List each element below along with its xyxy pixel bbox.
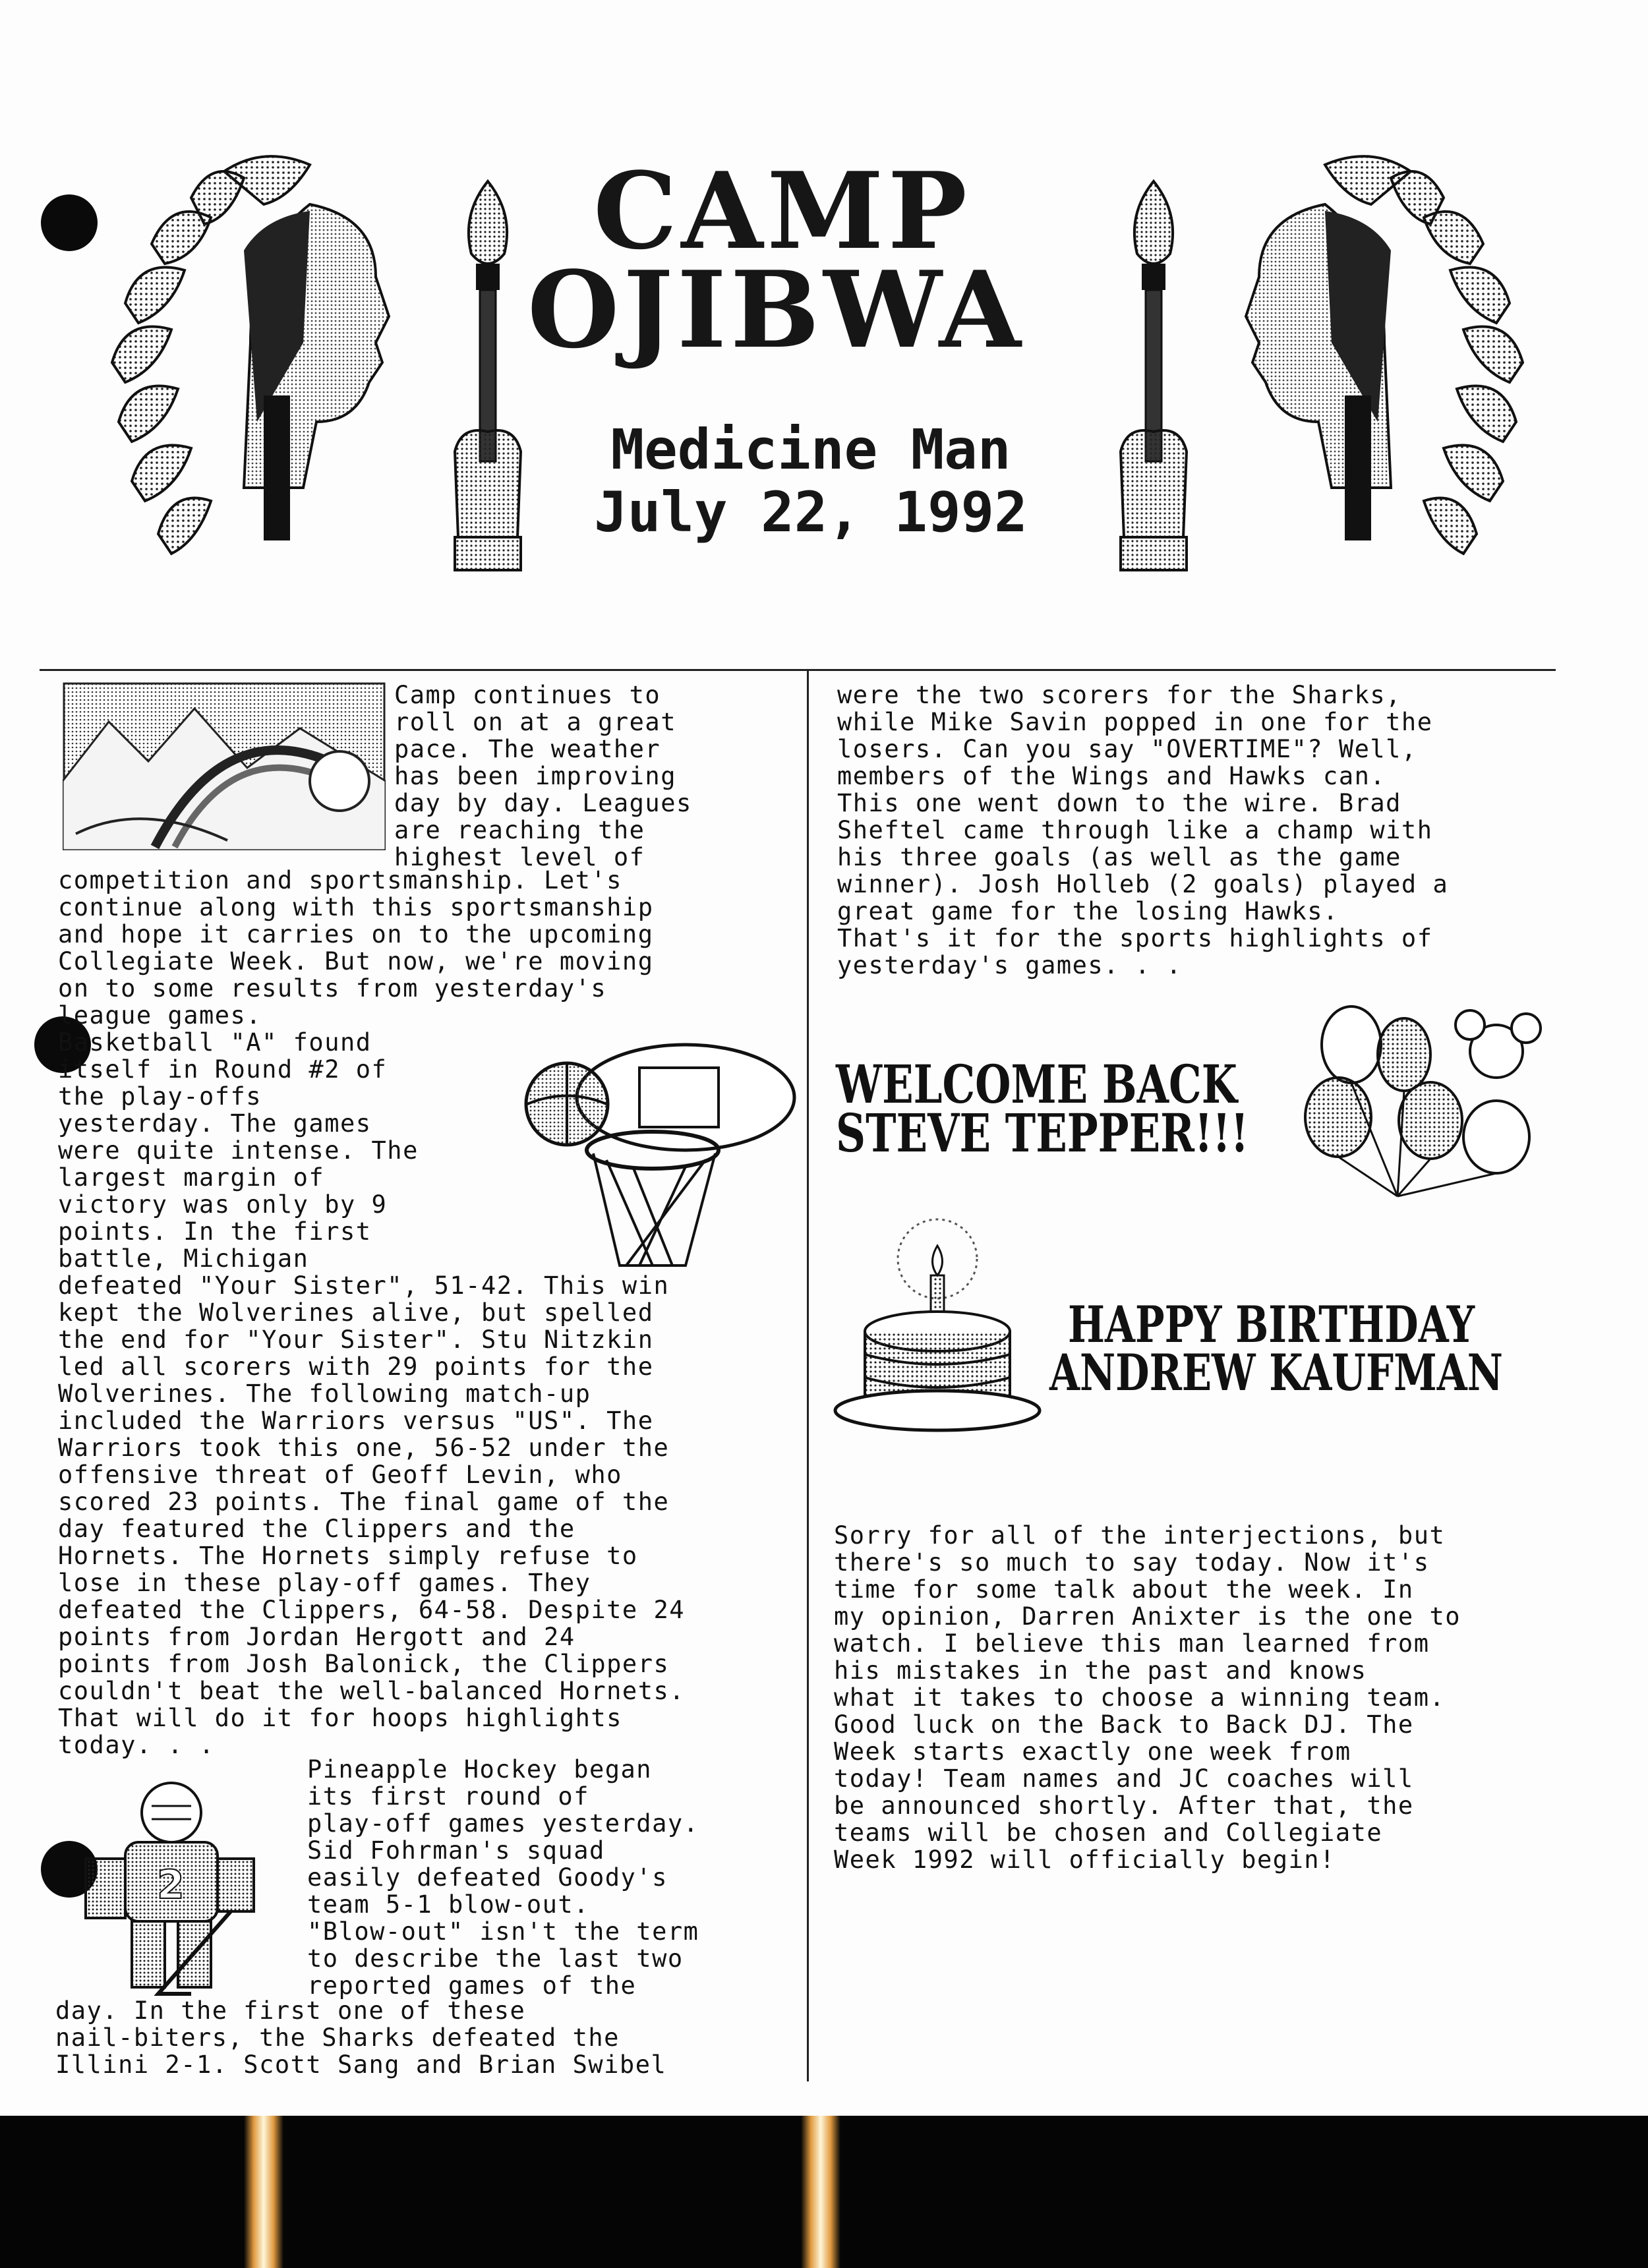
landscape-icon <box>63 682 386 850</box>
left-text-block-2: competition and sportsmanship. Let's continue along with this sportsmanship and hope it carries on to the upcoming Collegiate Week. But now, we're moving on to some results from yesterday's league games. <box>58 866 654 1030</box>
hockey-goalie-icon <box>79 1773 264 1997</box>
scan-light-streak <box>244 2116 283 2268</box>
right-text-block-1: were the two scorers for the Sharks, while Mike Savin popped in one for the losers. Can you say "OVERTIME"? Well, members of the Wings and Hawks can. This one went down to the wire. Brad Sheftel came through like a champ with his three goals (as well as the game winner). Josh Holleb (2 goals) played a great game for the losing Hawks. That's it for the sports highlights of yesterday's games. . . <box>837 681 1449 979</box>
masthead-subtitle: Medicine Man <box>610 417 1011 482</box>
masthead-title-line1: CAMP <box>593 149 971 273</box>
left-text-block-1: Camp continues to roll on at a great pace. The weather has been improving day by day. Leagues are reaching the highest level of <box>394 681 692 871</box>
chief-headdress-icon <box>92 145 448 580</box>
masthead-date: July 22, 1992 <box>594 480 1028 544</box>
birthday-cake-icon <box>832 1213 1043 1450</box>
binder-hole-top <box>41 194 98 251</box>
scan-light-streak <box>801 2116 840 2268</box>
svg-text:2: 2 <box>157 1862 185 1908</box>
torch-icon <box>442 175 534 577</box>
masthead-divider <box>40 669 1556 671</box>
welcome-back-line2: STEVE TEPPER!!! <box>836 1102 1249 1164</box>
left-text-block-6: day. In the first one of these nail-biters, the Sharks defeated the Illini 2-1. Scott Sang and Brian Swibel <box>55 1996 667 2079</box>
left-text-block-5: Pineapple Hockey began its first round of play-off games yesterday. Sid Fohrman's squad easily defeated Goody's team 5-1 blow-out. "Blow-out" isn't the term to describe the last two reported games of the <box>307 1755 699 2000</box>
basketball-hoop-icon <box>521 1041 798 1279</box>
column-divider <box>807 671 809 2081</box>
left-text-block-4: defeated "Your Sister", 51-42. This win kept the Wolverines alive, but spelled the end for "Your Sister". Stu Nitzkin led all scorers with 29 points for the Wolverines. The following match-up included the Warriors versus "US". The Warriors took this one, 56-52 under the offensive threat of Geoff Levin, who scored 23 points. The final game of the day featured the Clippers and the Hornets. The Hornets simply refuse to lose in these play-off games. They defeated the Clippers, 64-58. Despite 24 points from Jordan Hergott and 24 points from Josh Balonick, the Clippers couldn't beat the well-balanced Hornets. That will do it for hoops highlights today. . . <box>58 1271 686 1759</box>
torch-icon <box>1107 175 1200 577</box>
left-text-block-3: Basketball "A" found itself in Round #2 of the play-offs yesterday. The games were quite intense. The largest margin of victory was only by 9 points. In the first battle, Michigan <box>58 1028 419 1273</box>
masthead-title-line2: OJIBWA <box>527 248 1025 372</box>
balloons-icon <box>1299 1005 1569 1203</box>
happy-birthday-line2: ANDREW KAUFMAN <box>1049 1343 1503 1402</box>
chief-headdress-icon <box>1187 145 1543 580</box>
happy-birthday-line1: HAPPY BIRTHDAY <box>1068 1295 1475 1354</box>
welcome-back-line1: WELCOME BACK <box>836 1053 1237 1115</box>
right-text-block-2: Sorry for all of the interjections, but there's so much to say today. Now it's time for some talk about the week. In my opinion, Darren Anixter is the one to watch. I believe this man learned from his mistakes in the past and knows what it takes to choose a winning team. Good luck on the Back to Back DJ. The Week starts exactly one week from today! Team names and JC coaches will be announced shortly. After that, the teams will be chosen and Collegiate Week 1992 will officially begin! <box>834 1521 1461 1874</box>
